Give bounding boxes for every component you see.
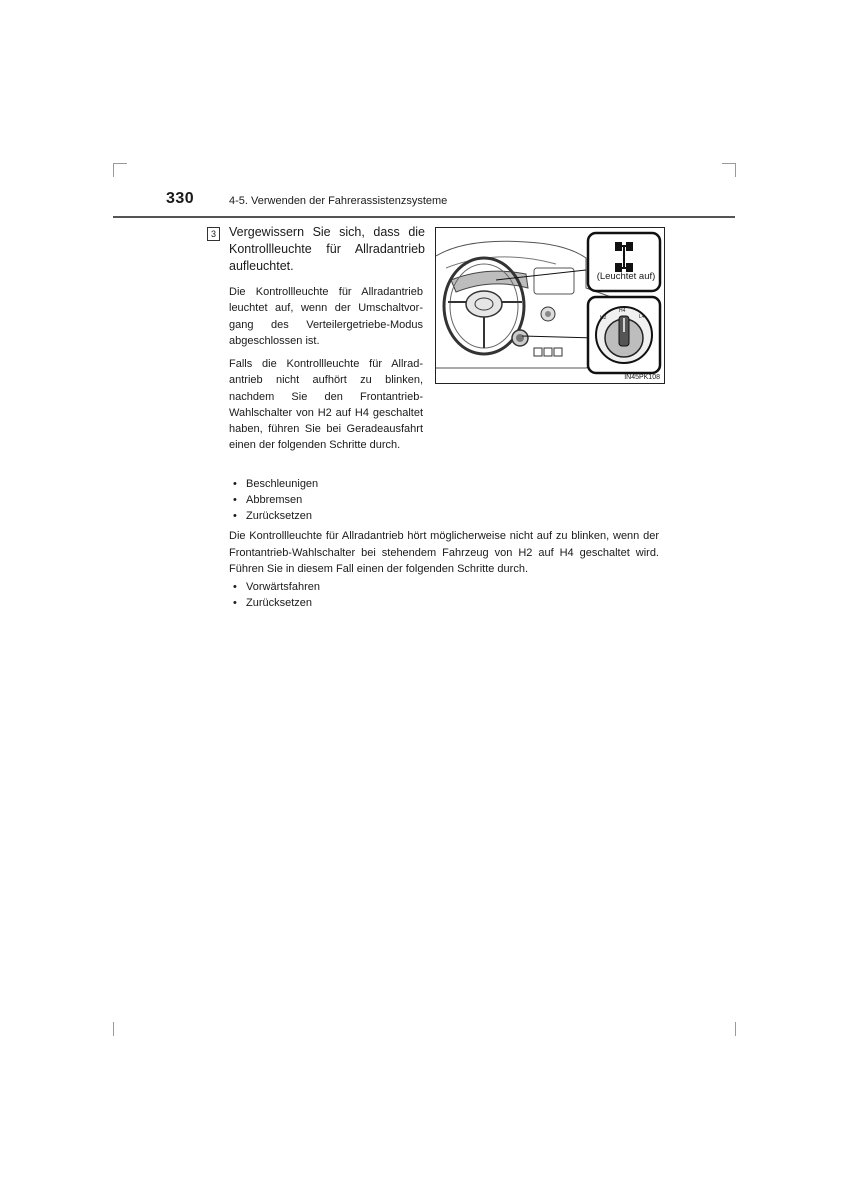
dial-mark-l4: L4 <box>639 314 645 320</box>
step-title: Vergewissern Sie sich, dass die Kontrollleuchte für Allradantrieb aufleuchtet. <box>229 225 425 273</box>
crop-mark-top-right-v <box>735 163 736 177</box>
bullet-list-stationary <box>233 579 320 611</box>
list-item: • Zurücksetzen <box>233 508 318 524</box>
dashboard-illustration <box>435 227 665 384</box>
crop-mark-bottom-right <box>735 1022 736 1036</box>
step-number-box: 3 <box>207 227 220 241</box>
paragraph-lamp-blinking: Falls die Kontrollleuchte für Allrad-antrieb nicht aufhört zu blinken, nachdem Sie den Frontantrieb-Wahlschalter von H2 auf H4 geschaltet haben, führen Sie bei Geradeausfahrt einen der folgenden Schritte durch. <box>229 358 423 452</box>
callout-label: (Leuchtet auf) <box>596 271 656 282</box>
crop-mark-top-left-v <box>113 163 114 177</box>
header-rule <box>113 216 735 218</box>
list-item: • Beschleunigen <box>233 476 318 492</box>
dial-mark-h2: H2 <box>600 315 607 321</box>
crop-mark-top-right-h <box>722 163 736 164</box>
crop-mark-top-left-h <box>113 163 127 164</box>
figure-code: IN45PK108 <box>624 374 660 381</box>
bullet-list-driving <box>233 476 318 524</box>
paragraph-lamp-on: Die Kontrollleuchte für Allradantrieb leuchtet auf, wenn der Umschaltvor-gang des Verteilergetriebe-Modus abgeschlossen ist. <box>229 286 423 347</box>
list-item: • Vorwärtsfahren <box>233 579 320 595</box>
dial-mark-h4: H4 <box>619 308 626 314</box>
section-title: 4-5. Verwenden der Fahrerassistenzsysteme <box>229 195 448 207</box>
list-item: • Abbremsen <box>233 492 318 508</box>
list-item: • Zurücksetzen <box>233 595 320 611</box>
crop-mark-bottom-left <box>113 1022 114 1036</box>
paragraph-stationary: Die Kontrollleuchte für Allradantrieb hört möglicherweise nicht auf zu blinken, wenn der Frontantrieb-Wahlschalter bei stehendem Fahrzeug von H2 auf H4 geschaltet wird. Führen Sie in diesem Fall einen der folgenden Schritte durch. <box>229 530 659 576</box>
dashboard-drawing <box>436 228 664 383</box>
page-number: 330 <box>166 190 195 207</box>
